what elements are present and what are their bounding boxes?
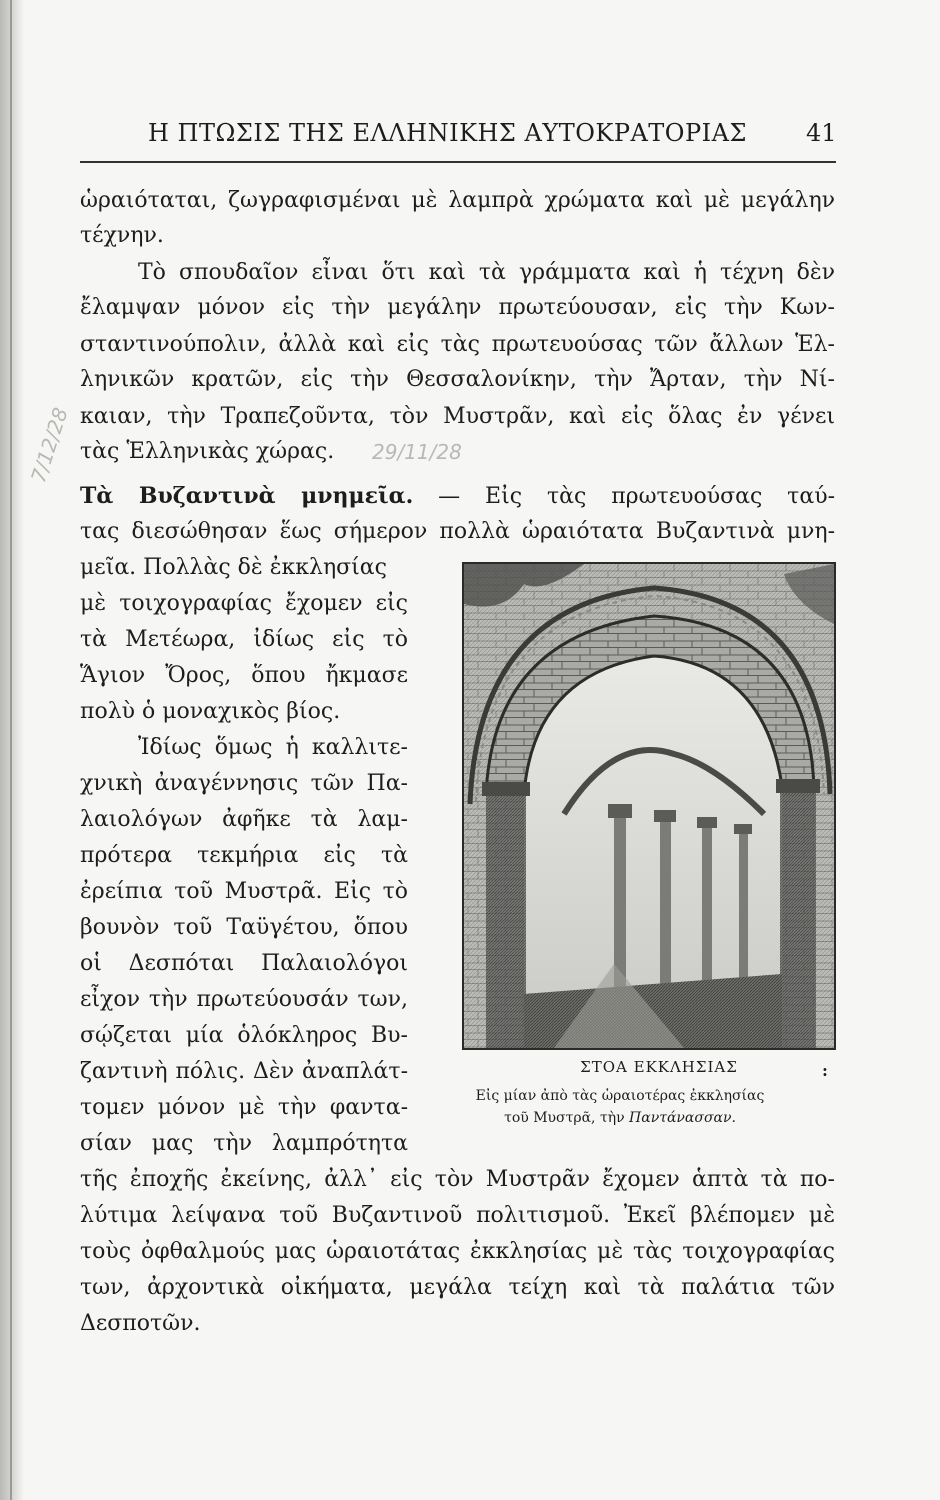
text-line: πολὺ ὁ μοναχικὸς βίος. (80, 699, 341, 724)
running-title: Η ΠΤΩΣΙΣ ΤΗΣ ΕΛΛΗΝΙΚΗΣ ΑΥΤΟΚΡΑΤΟΡΙΑΣ (148, 119, 747, 147)
text-line: Ἅγιον Ὄρος, ὅπου ἤκμασε (80, 663, 408, 688)
text-line: οἱ Δεσπόται Παλαιολόγοι (80, 951, 408, 976)
text-line: ἐρείπια τοῦ Μυστρᾶ. Εἰς τὸ (80, 879, 408, 904)
section-heading-line (80, 481, 835, 512)
caption-church-name: Παντάνασσαν. (629, 1110, 736, 1126)
text-line: τὰ Μετέωρα, ἰδίως εἰς τὸ (80, 627, 408, 652)
text-line: Τὸ σπουδαῖον εἶναι ὅτι καὶ τὰ γράμματα καὶ ἡ τέχνη δὲν (138, 260, 835, 285)
section-heading: Τὰ Βυζαντινὰ μνημεῖα. (80, 483, 414, 509)
pencil-date-margin: 7/12/28 (26, 404, 73, 486)
text-line: καιαν, τὴν Τραπεζοῦντα, τὸν Μυστρᾶν, καὶ εἰς ὅλας ἐν γένει (80, 404, 835, 429)
figure-caption-title: ΣΤΟΑ ΕΚΚΛΗΣΙΑΣ (580, 1058, 738, 1076)
text-line: τομεν μόνον μὲ τὴν φαντα- (80, 1095, 408, 1120)
text-line: τῆς ἐποχῆς ἐκείνης, ἀλλ᾽ εἰς τὸν Μυστρᾶν ἔχομεν ἁπτὰ τὰ πο- (80, 1167, 835, 1192)
text-line: Ἰδίως ὅμως ἡ καλλιτε- (138, 735, 408, 760)
text-line: χνικὴ ἀναγέννησις τῶν Πα- (80, 771, 408, 796)
text-line: μεῖα. Πολλὰς δὲ ἐκκλησίας (80, 555, 387, 580)
text-line: Δεσποτῶν. (80, 1311, 201, 1336)
text-line: ληνικῶν κρατῶν, εἰς τὴν Θεσσαλονίκην, τὴν Ἄρταν, τὴν Νί- (80, 367, 835, 392)
text-line: τέχνην. (80, 223, 164, 248)
page-number: 41 (806, 119, 837, 147)
caption-tick-mark: : (822, 1061, 828, 1080)
text-line: σταντινούπολιν, ἀλλὰ καὶ εἰς τὰς πρωτευούσας τῶν ἄλλων Ἑλ- (80, 332, 835, 357)
church-portico-illustration (462, 562, 836, 1050)
text-line: τὰς Ἑλληνικὰς χώρας. (80, 439, 335, 464)
text-line: σίαν μας τὴν λαμπρότητα (80, 1131, 408, 1156)
caption-prefix: τοῦ Μυστρᾶ, τὴν (504, 1110, 625, 1126)
text-line: των, ἀρχοντικὰ οἰκήματα, μεγάλα τείχη καὶ τὰ παλάτια τῶν (80, 1275, 835, 1300)
text-line: μὲ τοιχογραφίας ἔχομεν εἰς (80, 591, 408, 616)
header-rule (80, 161, 836, 163)
heading-dash: — (438, 484, 461, 509)
text-line: πρότερα τεκμήρια εἰς τὰ (80, 843, 408, 868)
text-line: σῴζεται μία ὁλόκληρος Βυ- (80, 1023, 408, 1048)
figure-caption-line: Εἰς μίαν ἀπὸ τὰς ὡραιοτέρας ἐκκλησίας (475, 1088, 765, 1104)
text-line: λαιολόγων ἀφῆκε τὰ λαμ- (80, 807, 408, 832)
pencil-date-overlay: 29/11/28 (372, 440, 462, 464)
binding-edge (10, 0, 12, 1500)
text-line: βουνὸν τοῦ Ταϋγέτου, ὅπου (80, 915, 408, 940)
text-line: τοὺς ὀφθαλμούς μας ὡραιοτάτας ἐκκλησίας μὲ τὰς τοιχογραφίας (80, 1239, 835, 1264)
text-line: λύτιμα λείψανα τοῦ Βυζαντινοῦ πολιτισμοῦ. Ἐκεῖ βλέπομεν μὲ (80, 1203, 835, 1228)
figure-caption-line (420, 1110, 820, 1126)
text-line: εἶχον τὴν πρωτεύουσάν των, (80, 987, 408, 1012)
text-line: ἔλαμψαν μόνον εἰς τὴν μεγάλην πρωτεύουσαν, εἰς τὴν Κων- (80, 295, 835, 320)
text-line: τας διεσώθησαν ἕως σήμερον πολλὰ ὡραιότατα Βυζαντινὰ μνη- (80, 519, 835, 544)
text-line: ζαντινὴ πόλις. Δὲν ἀναπλάτ- (80, 1059, 408, 1084)
text-line: ὡραιόταται, ζωγραφισμέναι μὲ λαμπρὰ χρώματα καὶ μὲ μεγάλην (80, 188, 835, 213)
section-lead: Εἰς τὰς πρωτευούσας ταύ- (485, 484, 836, 509)
page-gutter-shadow (0, 0, 24, 1500)
